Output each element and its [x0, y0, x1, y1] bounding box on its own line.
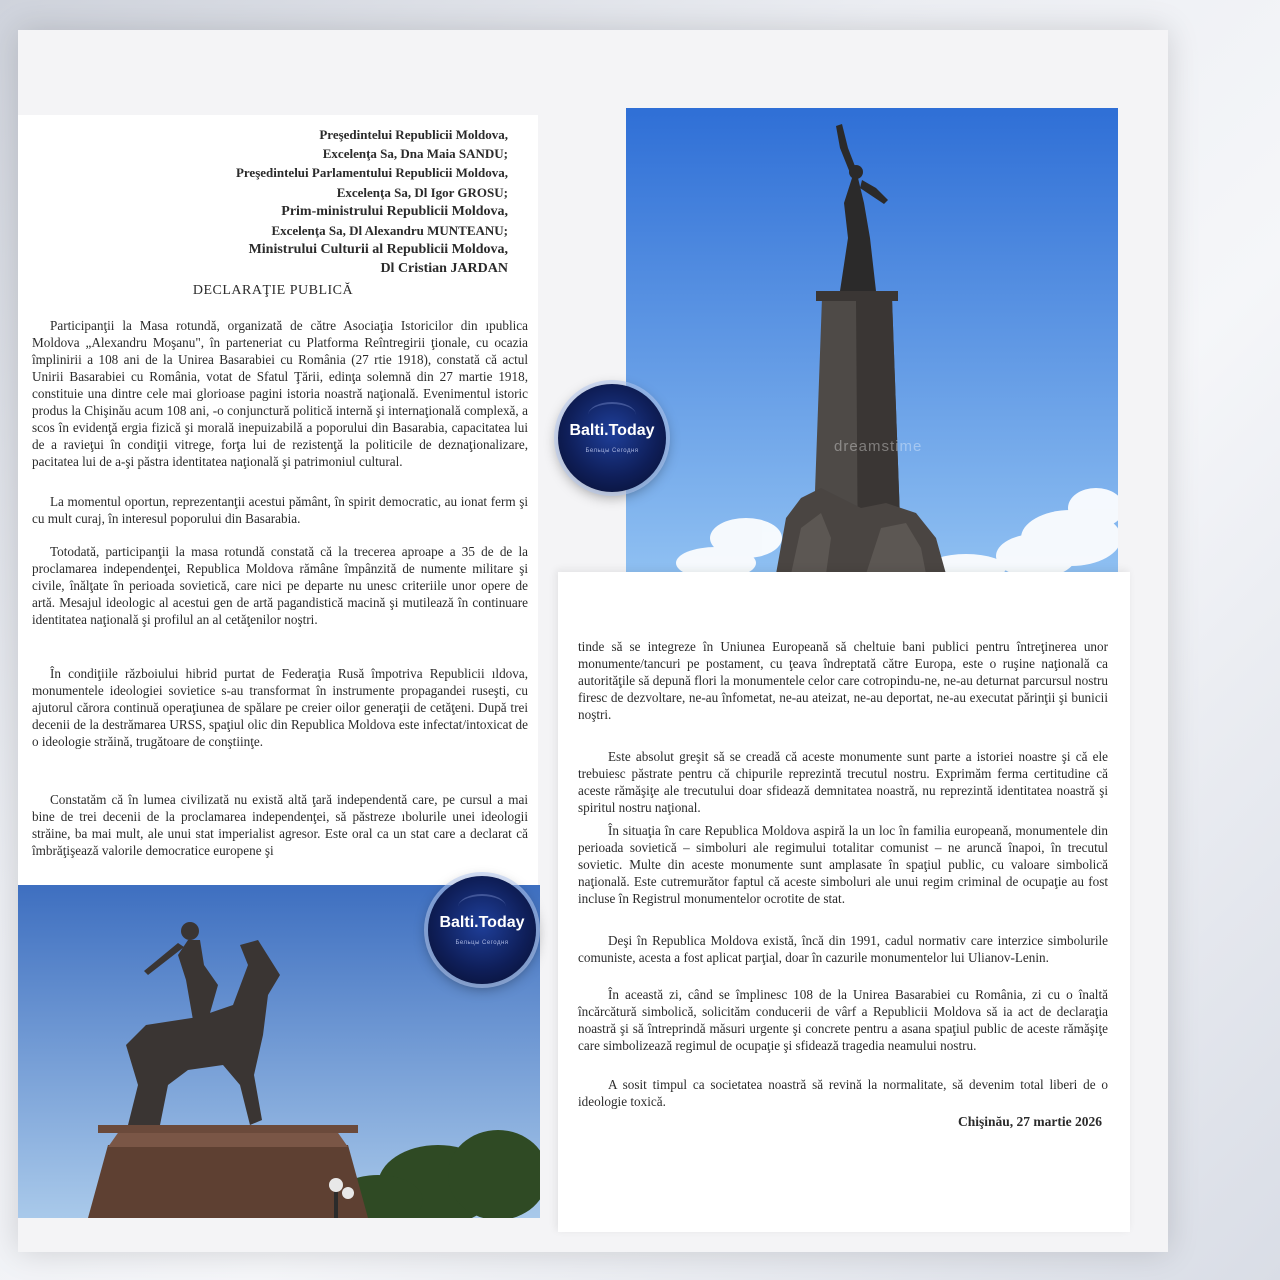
balti-today-logo	[558, 384, 666, 492]
paragraph: La momentul oportun, reprezentanţii acestui pământ, în spirit democratic, au ionat ferm şi cu mult curaj, în interesul poporului din Basarabia.	[32, 494, 528, 526]
addressee-block	[28, 125, 508, 279]
paragraph: În condiţiile războiului hibrid purtat de Federaţia Rusă împotriva Republicii ıldova, monumentele ideologiei sovietice s-au transformat în instrumente propagandei ruseşti, cu ajutorul cărora continuă operaţiunea de spălare pe creier oilor generaţii de cetăţeni. După trei decenii de la destrămarea URSS, spaţiul olic din Republica Moldova este infectat/intoxicat de o ideologie străină, trugătoare de conştiinţe.	[32, 666, 528, 749]
addressee-line: Preşedintelui Parlamentului Republicii Moldova,	[235, 165, 508, 181]
addressee-line: Prim-ministrului Republicii Moldova,	[281, 203, 508, 219]
addressee-line: Excelenţa Sa, Dl Igor GROSU;	[336, 184, 508, 200]
monument-photo	[626, 108, 1118, 574]
photo-watermark: dreamstime	[834, 438, 923, 455]
paragraph: Participanţii la Masa rotundă, organizată de către Asociaţia Istoricilor din ıpublica Moldova „Alexandru Moşanu", în parteneriat cu Platforma Reîntregirii ţionale, cu ocazia împlinirii a 108 ani de la Unirea Basarabiei cu România (27 rtie 1918), constată că actul Unirii Basarabiei cu România, votat de Sfatul Ţării, edinţa solemnă din 27 martie 1918, constituie una dintre cele mai glorioase pagini istoria noastră naţională. Evenimentul istoric produs la Chişinău acum 108 ani, -o conjunctură politică internă şi internaţională complexă, a scos în evidenţă ergia fizică şi morală inepuizabilă a poporului din Basarabia, capacitatea lui de a ravieţui în condiţii vitrege, forţa lui de rezistenţă la politicile de deznaţionalizare, pacitatea lui de a-şi păstra identitatea naţională şi patrimoniul cultural.	[32, 318, 528, 469]
paragraph: A sosit timpul ca societatea noastră să revină la normalitate, să devenim total liberi de o ideologie toxică.	[578, 1077, 1108, 1109]
logo-subtitle: Бельцы Сегодня	[585, 448, 639, 454]
document-title: DECLARAŢIE PUBLICĂ	[192, 283, 354, 298]
balti-today-logo	[428, 876, 536, 984]
paragraph: Constatăm că în lumea civilizată nu există altă ţară independentă care, pe cursul a mai bine de trei decenii de la proclamarea independenţei, să păstreze ıbolurile unei ideologii străine, ba mai mult, ale unui stat imperialist agresor. Este oral ca un stat care a declarat că îmbrăţişează valorile democratice europene şi	[32, 792, 528, 858]
addressee-line: Excelenţa Sa, Dna Maia SANDU;	[322, 146, 508, 162]
addressee-line: Preşedintelui Republicii Moldova,	[319, 127, 508, 142]
logo-brand-text: Balti.Today	[569, 422, 655, 439]
paragraph: tinde să se integreze în Uniunea Europeană să cheltuie bani publici pentru întreţinerea unor monumente/tancuri pe postament, cu ţeava îndreptată către Europa, este o ruşine naţională ca autorităţile să depună flori la monumentele celor care cotropindu-ne, ne-au deturnat parcursul nostru firesc de dezvoltare, ne-au înfometat, ne-au ateizat, ne-au deportat, ne-au executat părinţii şi bunicii noştri.	[578, 639, 1108, 722]
logo-swoosh-icon	[588, 402, 636, 428]
addressee-line: Excelenţa Sa, Dl Alexandru MUNTEANU;	[271, 223, 508, 239]
declaration-page-1	[18, 115, 538, 885]
logo-subtitle: Бельцы Сегодня	[455, 940, 509, 946]
addressee-line: Ministrului Culturii al Republicii Moldova,	[248, 242, 508, 258]
paragraph: În această zi, când se împlinesc 108 de la Unirea Basarabiei cu România, zi cu o înaltă încărcătură simbolică, solicităm conducerii de vârf a Republicii Moldova să ia act de declaraţia noastră şi să întreprindă măsuri urgente şi concrete pentru a asana spaţiul public de aceste rămăşiţe care simbolizează regimul de ocupaţie şi sfidează tragedia neamului nostru.	[578, 987, 1108, 1053]
place-and-date: Chişinău, 27 martie 2026	[957, 1114, 1102, 1129]
declaration-page-2	[558, 572, 1130, 1232]
paragraph: Este absolut greşit să se creadă că aceste monumente sunt parte a istoriei noastre şi că ele trebuiesc păstrate pentru că chipurile reprezintă trecutul nostru. Exprimăm ferma certitudine că aceste rămăşiţe ale trecutului doar sfidează demnitatea noastră, nu reprezintă identitatea noastră şi spiritul nostru naţional.	[578, 749, 1108, 815]
paragraph: Totodată, participanţii la masa rotundă constată că la trecerea aproape a 35 de de la proclamarea independenţei, Republica Moldova rămâne împânzită de numente militare şi civile, înălţate în perioada sovietică, care nici pe departe nu unesc criteriile unor opere de artă. Mesajul ideologic al acestui gen de artă pagandistică macină şi mutilează în continuare identitatea naţională şi profilul an al cetăţenilor noştri.	[32, 544, 528, 627]
addressee-line: Dl Cristian JARDAN	[380, 261, 508, 277]
logo-swoosh-icon	[458, 894, 506, 920]
paragraph: În situaţia în care Republica Moldova aspiră la un loc în familia europeană, monumentele din perioada sovietică – simboluri ale regimului totalitar comunist – ne aruncă înapoi, în trecutul sovietic. Multe din aceste monumente sunt amplasate în spaţiul public, cu valoare simbolică naţională. Este cutremurător faptul că aceste simboluri ale unui regim criminal de ocupaţie au fost incluse în Registrul monumentelor ocrotite de stat.	[578, 823, 1108, 906]
paragraph: Deşi în Republica Moldova există, încă din 1991, cadul normativ care interzice simbolurile comuniste, acesta a fost aplicat parţial, doar în cazurile monumentelor lui Ulianov-Lenin.	[578, 933, 1108, 965]
logo-brand-text: Balti.Today	[439, 914, 525, 931]
